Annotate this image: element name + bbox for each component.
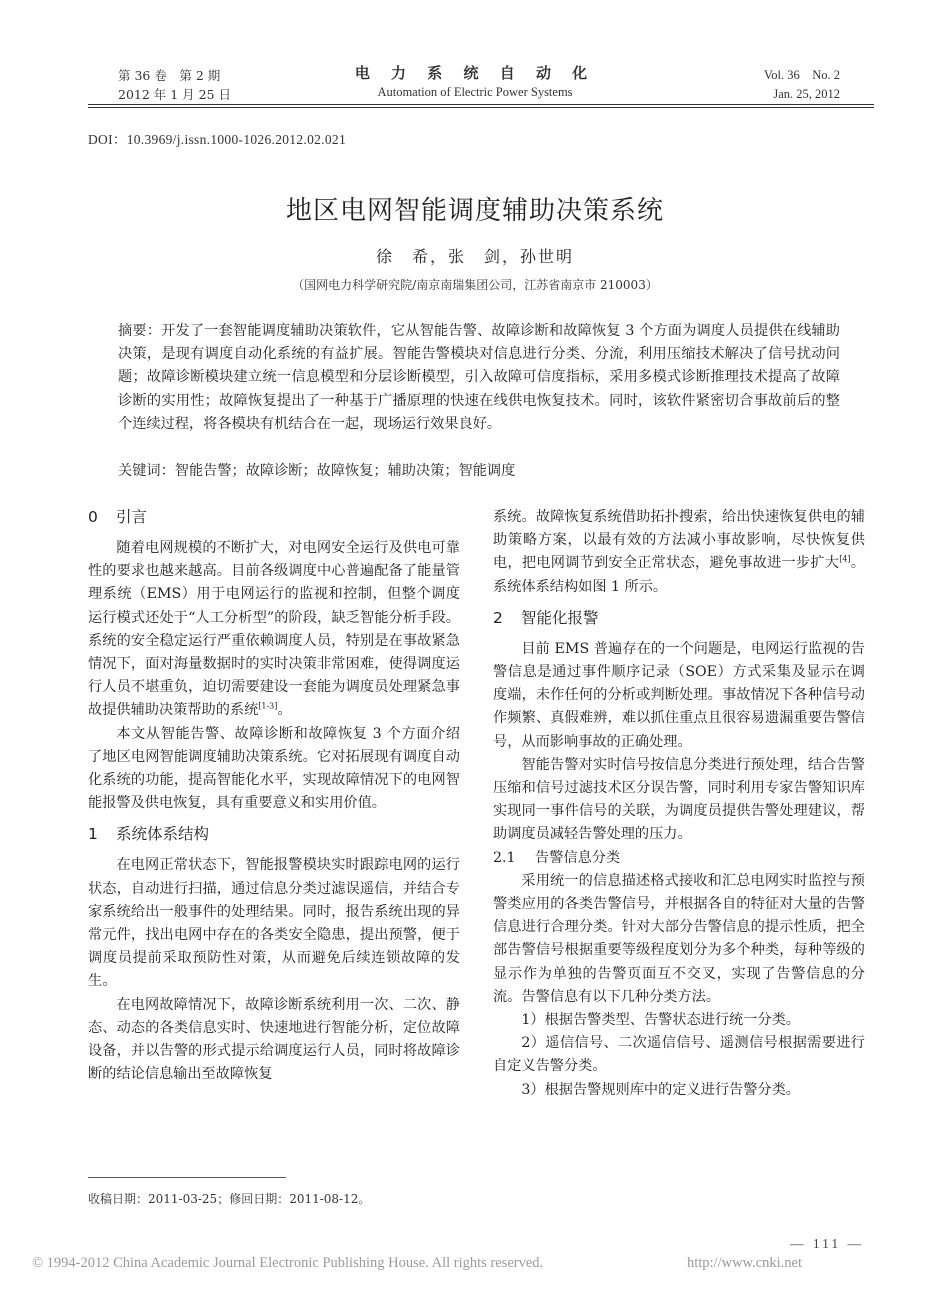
header-vol-en: Vol. 36 No. 2 [763,68,840,82]
section-heading-architecture: 1 系统体系结构 [88,825,210,844]
list-item: 1）根据告警类型、告警状态进行统一分类。 [521,1012,800,1029]
header-volume-issue: 第 36 卷 第 2 期 [118,68,221,83]
journal-name-en: Automation of Electric Power Systems [377,85,573,99]
citation[interactable]: [1-3] [258,701,278,711]
paragraph: 在电网正常状态下，智能报警模块实时跟踪电网的运行状态，自动进行扫描，通过信息分类过滤误遥信，并结合专家系统给出一般事件的处理结果。同时，报告系统出现的异常元件，找出电网中存在的各类安全隐患，提出预警，便于调度员提前采取预防性对策，从而避免后续连锁故障的发生。 [88,857,460,990]
copyright-notice: © 1994-2012 China Academic Journal Electronic Publishing House. All rights reserved. [32,1255,544,1271]
header-vol-en-block [764,66,840,104]
left-column [88,506,460,1086]
doi: DOI：10.3969/j.issn.1000-1026.2012.02.021 [88,132,346,147]
list-item: 2）遥信信号、二次遥信信号、遥测信号根据需要进行自定义告警分类。 [493,1035,865,1075]
journal-name-cn: 电 力 系 统 自 动 化 [354,64,596,82]
paragraph: 在电网故障情况下，故障诊断系统利用一次、二次、静态、动态的各类信息实时、快速地进行智能分析，定位故障设备，并以告警的形式提示给调度运行人员，同时将故障诊断的结论信息输出至故障恢复 [88,996,460,1083]
paragraph: 智能告警对实时信号按信息分类进行预处理，结合告警压缩和信号过滤技术区分误告警，同时利用专家告警知识库实现同一事件信号的关联，为调度员提供告警处理建议，帮助调度员减轻告警处理的压力。 [493,756,865,843]
paper-title: 地区电网智能调度辅助决策系统 [285,196,664,226]
citation[interactable]: [4] [839,554,851,564]
paragraph: 采用统一的信息描述格式接收和汇总电网实时监控与预警类应用的各类告警信号，并根据各自的特征对大量的告警信息进行合理分类。针对大部分告警信息的提示性质，把全部告警信号根据重要等级程度划分为多个种类，每种等级的显示作为单独的告警页面互不交叉，实现了告警信息的分流。告警信息有以下几种分类方法。 [493,872,865,1005]
header-date-cn: 2012 年 1 月 25 日 [118,87,232,102]
header-rule-top [88,104,874,105]
section-heading-intro: 0 引言 [88,508,148,526]
page-number: — 111 — [790,1236,864,1251]
header-date-en: Jan. 25, 2012 [773,87,840,101]
abstract: 摘要：开发了一套智能调度辅助决策软件，它从智能告警、故障诊断和故障恢复 3 个方面为调度人员提供在线辅助决策，是现有调度自动化系统的有益扩展。智能告警模块对信息进行分类、分流，利用压缩技术解决了信号扰动问题；故障诊断模块建立统一信息模型和分层诊断模型，引入故障可信度指标，采用多模式诊断推理技术提高了故障诊断的实用性；故障恢复提出了一种基于广播原理的快速在线供电恢复技术。同时，该软件紧密切合事故前后的整个连续过程，将各模块有机结合在一起，现场运行效果良好。 [118,323,840,432]
paragraph: 随着电网规模的不断扩大，对电网安全运行及供电可靠性的要求也越来越高。目前各级调度中心普遍配备了能量管理系统（EMS）用于电网运行的监视和控制，但整个调度运行模式还处于“人工分析型”的阶段，缺乏智能分析手段。系统的安全稳定运行严重依赖调度人员，特别是在事故紧急情况下，面对海量数据时的实时决策非常困难，使得调度运行人员不堪重负，迫切需要建设一套能为调度员处理紧急事故提供辅助决策帮助的系统[1-3]。 [88,540,460,719]
header-rule-bottom [88,107,874,108]
right-column [493,506,865,1102]
affiliation: （国网电力科学研究院/南京南瑞集团公司，江苏省南京市 210003） [292,278,658,292]
subsection-heading-classification: 2.1 告警信息分类 [493,849,621,866]
keywords: 关键词：智能告警；故障诊断；故障恢复；辅助决策；智能调度 [118,463,516,479]
footnote-rule [88,1177,286,1178]
paragraph: 本文从智能告警、故障诊断和故障恢复 3 个方面介绍了地区电网智能调度辅助决策系统。它对拓展现有调度自动化系统的功能，提高智能化水平，实现故障情况下的电网智能报警及供电恢复，具有重要意义和实用价值。 [88,725,460,812]
footnote-dates: 收稿日期：2011-03-25；修回日期：2011-08-12。 [88,1192,371,1206]
paragraph: 系统。故障恢复系统借助拓扑搜索，给出快速恢复供电的辅助策略方案，以最有效的方法减小事故影响，尽快恢复供电，把电网调节到安全正常状态，避免事故进一步扩大[4]。系统体系结构如图 1 所示。 [493,509,865,595]
authors: 徐 希，张 剑，孙世明 [375,247,574,266]
section-heading-alarm: 2 智能化报警 [493,608,599,627]
paragraph: 目前 EMS 普遍存在的一个问题是，电网运行监视的告警信息是通过事件顺序记录（SOE）方式采集及显示在调度端，未作任何的分析或判断处理。事故情况下各种信号动作频繁、真假难辨，难以抓住重点且很容易遗漏重要告警信号，从而影响事故的正确处理。 [493,640,865,750]
list-item: 3）根据告警规则库中的定义进行告警分类。 [521,1081,800,1098]
source-link[interactable]: http://www.cnki.net [686,1255,802,1271]
